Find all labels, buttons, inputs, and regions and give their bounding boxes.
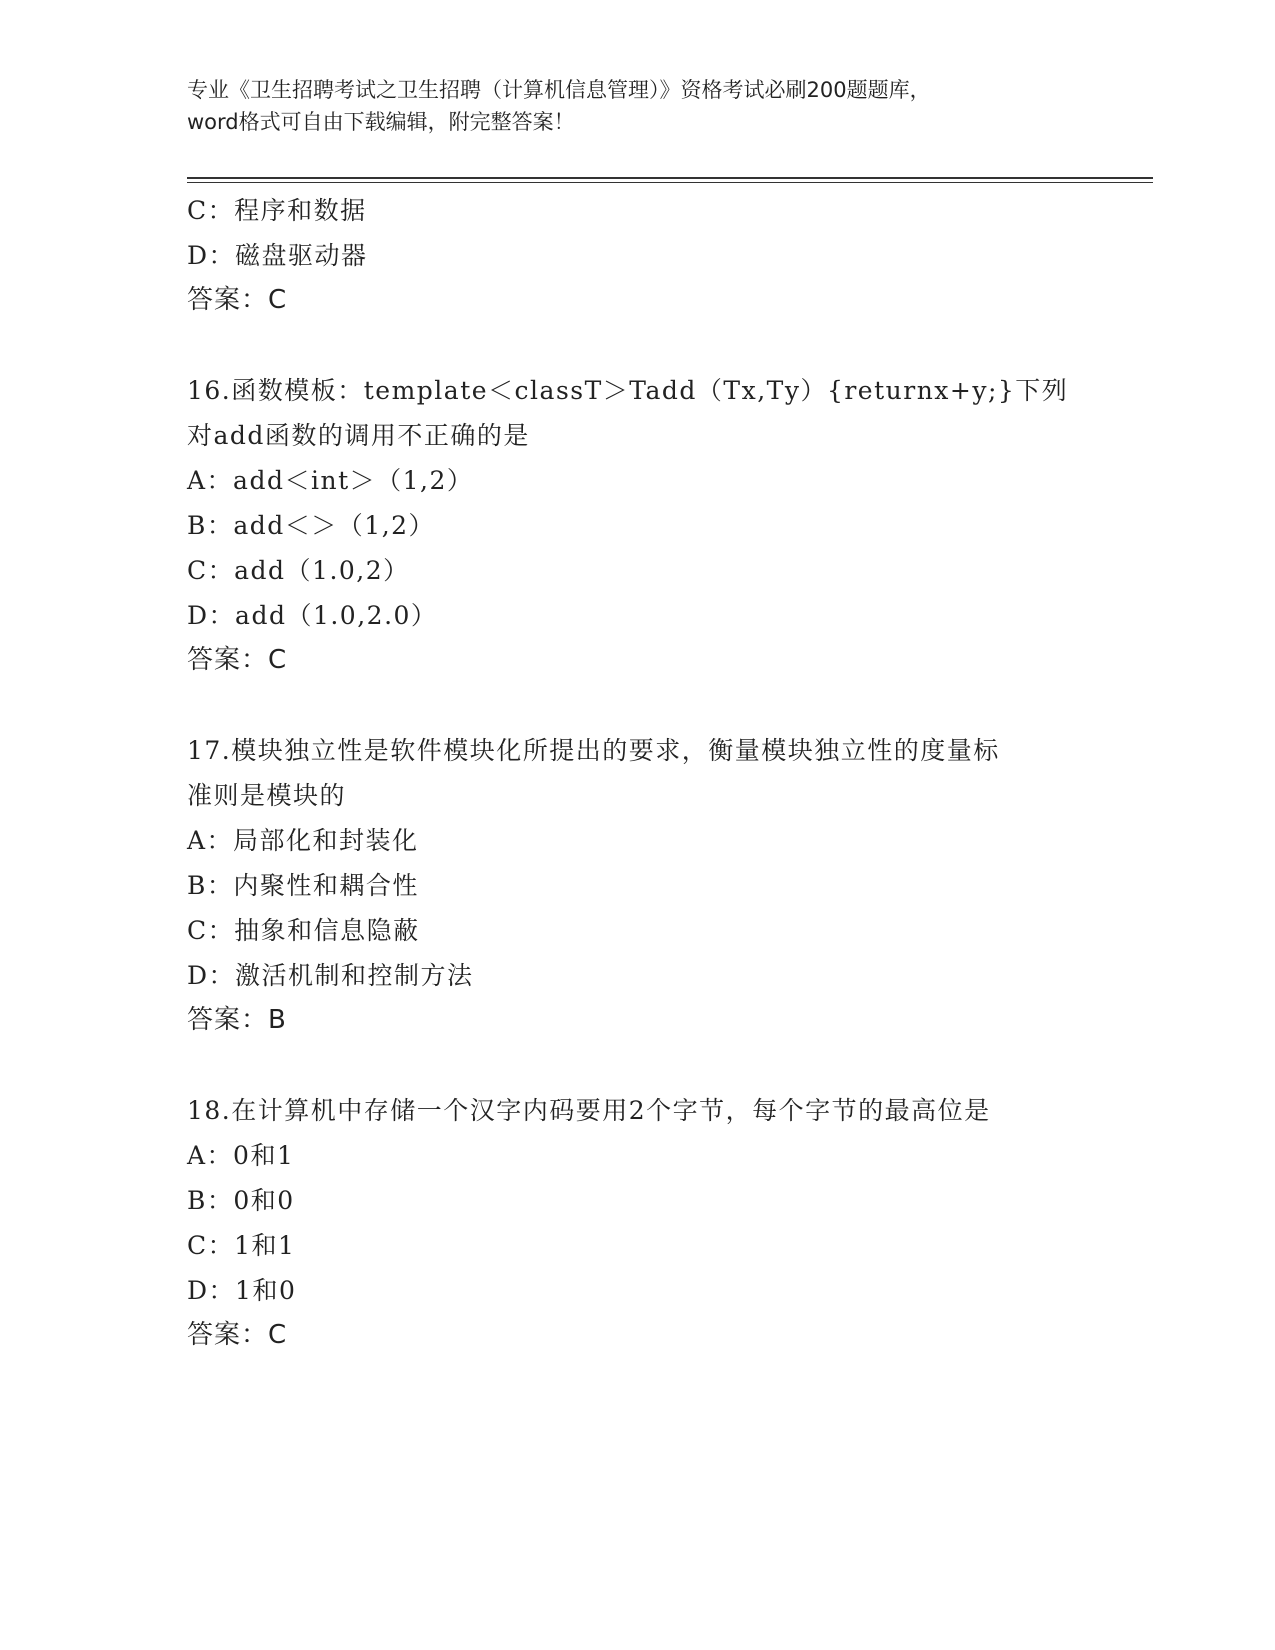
option-d: D：磁盘驱动器 <box>187 241 368 270</box>
option-c: C：add（1.0,2） <box>187 556 410 585</box>
answer-line: 答案：B <box>187 1005 287 1035</box>
question-block <box>187 1088 1087 1358</box>
option-c: C：1和1 <box>187 1231 296 1260</box>
question-text-line-1: 17.模块独立性是软件模块化所提出的要求，衡量模块独立性的度量标 <box>187 736 1000 765</box>
question-block <box>187 368 1087 683</box>
block-spacer <box>187 1043 1087 1088</box>
question-text-line-2: 对add函数的调用不正确的是 <box>187 421 530 450</box>
question-content <box>187 188 1087 1358</box>
block-spacer <box>187 323 1087 368</box>
option-a: A：add＜int＞（1,2） <box>187 466 474 495</box>
option-b: B：0和0 <box>187 1186 295 1215</box>
option-c: C：抽象和信息隐蔽 <box>187 916 420 945</box>
block-spacer <box>187 683 1087 728</box>
question-block <box>187 188 1087 323</box>
option-d: D：激活机制和控制方法 <box>187 961 474 990</box>
question-block <box>187 728 1087 1043</box>
option-c: C：程序和数据 <box>187 196 367 225</box>
option-b: B：内聚性和耦合性 <box>187 871 419 900</box>
document-header <box>187 74 1097 138</box>
header-title-line-2: word格式可自由下载编辑，附完整答案！ <box>187 110 575 134</box>
question-text-line-1: 16.函数模板：template＜classT＞Tadd（Tx,Ty）{returnx+y;}下列 <box>187 376 1069 405</box>
question-text-line-2: 准则是模块的 <box>187 781 347 810</box>
option-b: B：add＜＞（1,2） <box>187 511 436 540</box>
answer-line: 答案：C <box>187 1320 288 1350</box>
option-a: A：局部化和封装化 <box>187 826 419 855</box>
question-text-line-1: 18.在计算机中存储一个汉字内码要用2个字节，每个字节的最高位是 <box>187 1096 991 1125</box>
header-divider-thick <box>187 177 1153 179</box>
option-d: D：add（1.0,2.0） <box>187 601 438 630</box>
option-a: A：0和1 <box>187 1141 295 1170</box>
header-title-line-1: 专业《卫生招聘考试之卫生招聘（计算机信息管理）》资格考试必刷200题题库， <box>187 78 931 102</box>
answer-line: 答案：C <box>187 285 288 315</box>
header-divider-thin <box>187 182 1153 183</box>
answer-line: 答案：C <box>187 645 288 675</box>
option-d: D：1和0 <box>187 1276 297 1305</box>
